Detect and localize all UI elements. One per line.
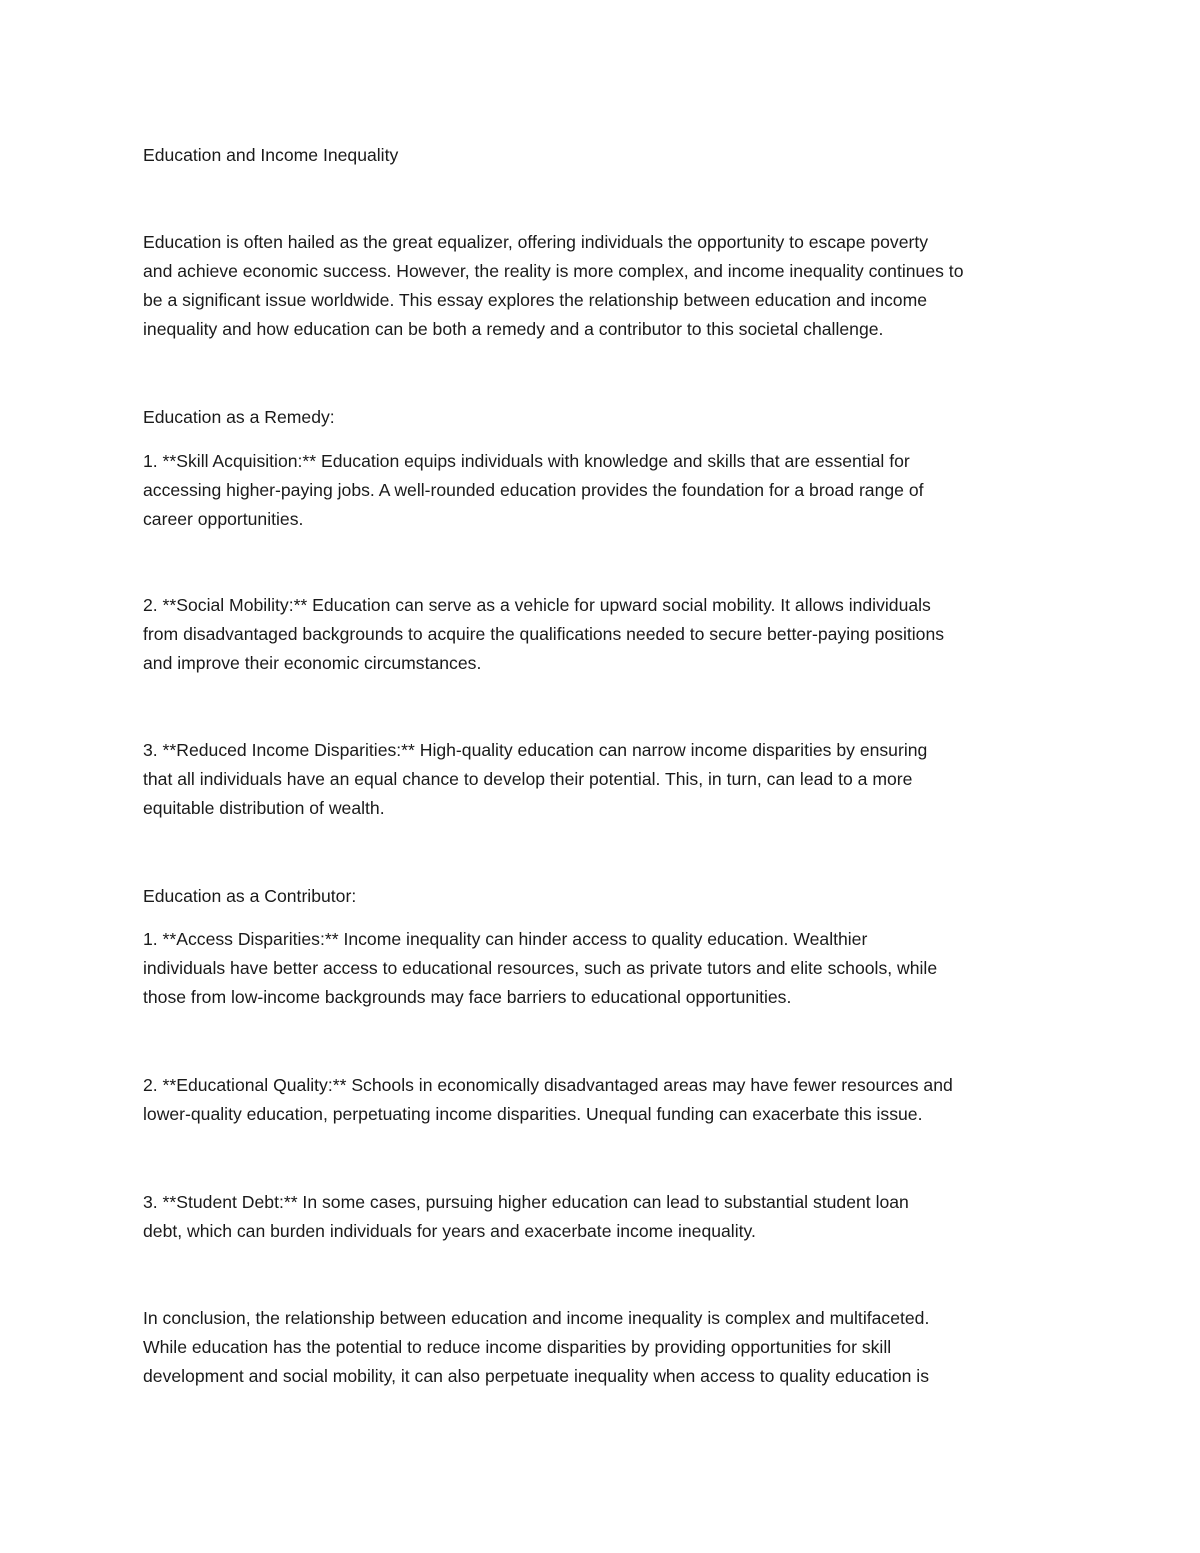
contributor-item-3: 3. **Student Debt:** In some cases, pursuing higher education can lead to substantial student loan debt, which can burden individuals for years and exacerbate income inequality.: [143, 1192, 909, 1241]
remedy-item-2: 2. **Social Mobility:** Education can serve as a vehicle for upward social mobility. It allows individuals from disadvantaged backgrounds to acquire the qualifications needed to secure better-paying positions and improve their economic circumstances.: [143, 595, 945, 673]
document-title: Education and Income Inequality: [143, 145, 399, 165]
remedy-item-1: 1. **Skill Acquisition:** Education equips individuals with knowledge and skills that are essential for accessing higher-paying jobs. A well-rounded education provides the foundation for a broad range of career opportunities.: [143, 451, 924, 529]
intro-paragraph: Education is often hailed as the great equalizer, offering individuals the opportunity to escape poverty and achieve economic success. However, the reality is more complex, and income inequality continues to be a significant issue worldwide. This essay explores the relationship between education and income inequality and how education can be both a remedy and a contributor to this societal challenge.: [143, 232, 964, 339]
contributor-item-1: 1. **Access Disparities:** Income inequality can hinder access to quality education. Wealthier individuals have better access to educational resources, such as private tutors and elite schools, while those from low-income backgrounds may face barriers to educational opportunities.: [143, 929, 938, 1007]
remedy-heading: Education as a Remedy:: [143, 407, 335, 427]
conclusion-paragraph: In conclusion, the relationship between education and income inequality is complex and multifaceted. While education has the potential to reduce income disparities by providing opportunities for skill development and social mobility, it can also perpetuate inequality when access to quality education is: [143, 1308, 930, 1386]
contributor-heading: Education as a Contributor:: [143, 886, 357, 906]
contributor-item-2: 2. **Educational Quality:** Schools in economically disadvantaged areas may have fewer resources and lower-quality education, perpetuating income disparities. Unequal funding can exacerbate this issue.: [143, 1075, 953, 1124]
remedy-item-3: 3. **Reduced Income Disparities:** High-quality education can narrow income disparities by ensuring that all individuals have an equal chance to develop their potential. This, in turn, can lead to a more equitable distribution of wealth.: [143, 740, 928, 818]
